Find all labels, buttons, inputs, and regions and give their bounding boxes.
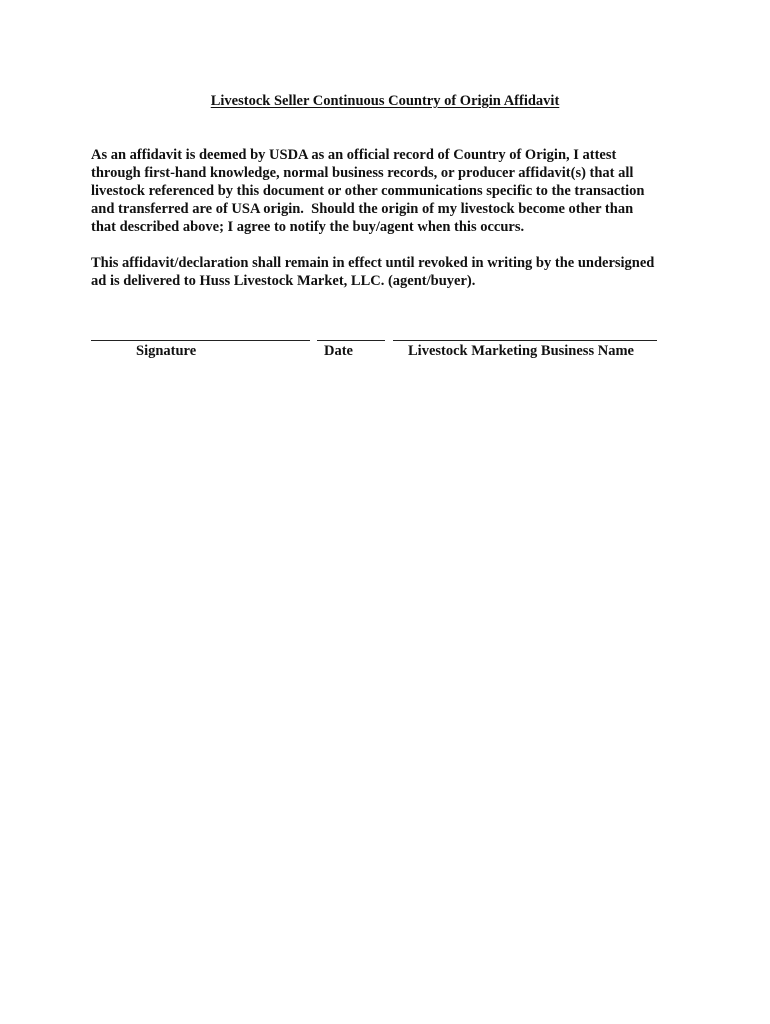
paragraph-line: through first-hand knowledge, normal business records, or producer affidavit(s) that all bbox=[91, 165, 634, 181]
paragraph-line: and transferred are of USA origin. Should the origin of my livestock become other than bbox=[91, 201, 634, 217]
paragraph-line: ad is delivered to Huss Livestock Market, LLC. (agent/buyer). bbox=[91, 273, 476, 289]
business-name-line[interactable] bbox=[393, 340, 657, 341]
paragraph-line: livestock referenced by this document or other communications specific to the transaction bbox=[91, 183, 645, 199]
paragraph-line: that described above; I agree to notify the buy/agent when this occurs. bbox=[91, 219, 525, 235]
effect-paragraph bbox=[91, 254, 691, 290]
date-label: Date bbox=[324, 343, 353, 359]
paragraph-line: As an affidavit is deemed by USDA as an official record of Country of Origin, I attest bbox=[91, 147, 617, 163]
document-title: Livestock Seller Continuous Country of Origin Affidavit bbox=[210, 93, 560, 109]
attestation-paragraph bbox=[91, 146, 691, 236]
signature-label: Signature bbox=[136, 343, 197, 359]
paragraph-line: This affidavit/declaration shall remain in effect until revoked in writing by the undersigned bbox=[91, 255, 655, 271]
date-line[interactable] bbox=[317, 340, 385, 341]
signature-line[interactable] bbox=[91, 340, 310, 341]
business-name-label: Livestock Marketing Business Name bbox=[408, 343, 634, 359]
